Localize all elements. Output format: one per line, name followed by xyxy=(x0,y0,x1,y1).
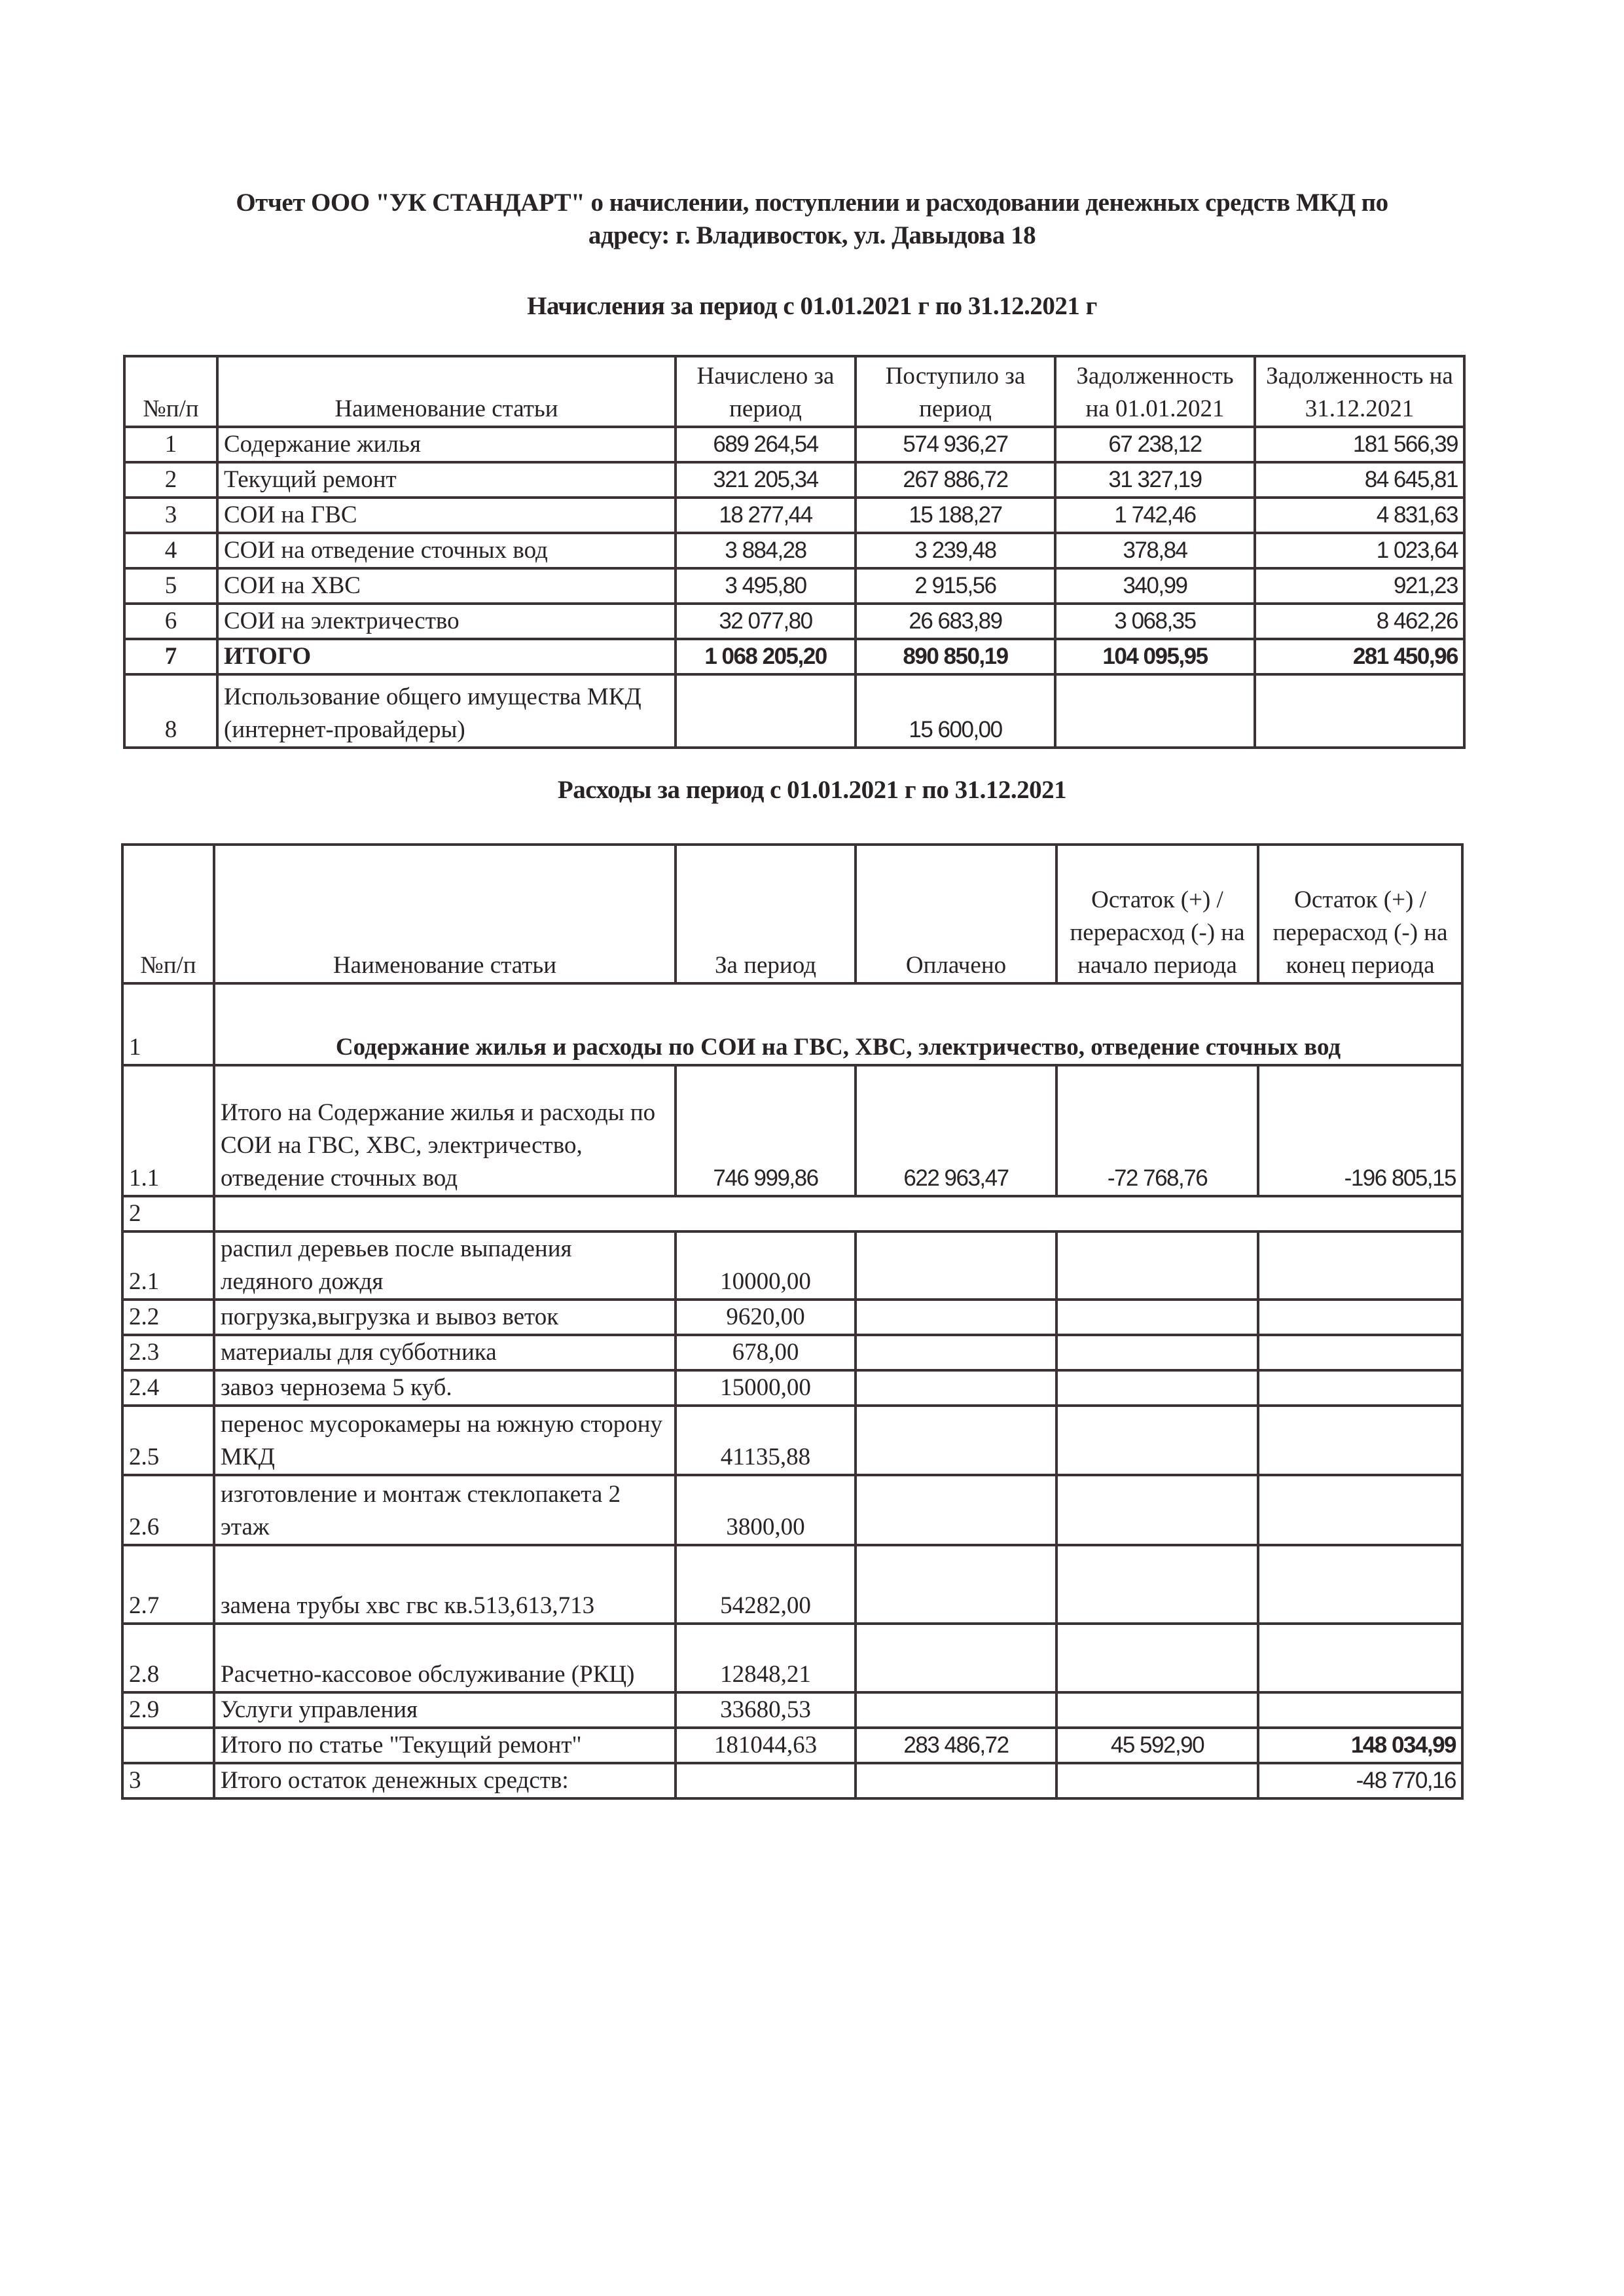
table-row xyxy=(124,427,1464,462)
table-row xyxy=(122,1406,1462,1475)
debt-start-value xyxy=(1055,674,1255,748)
end-balance-value: -48 770,16 xyxy=(1258,1763,1462,1798)
paid-value xyxy=(856,1692,1056,1728)
table-row xyxy=(124,533,1464,568)
row-name: распил деревьев после выпадения ледяного дождя xyxy=(214,1231,676,1300)
row-name: перенос мусорокамеры на южную сторону МКД xyxy=(214,1406,676,1475)
end-balance-value: -196 805,15 xyxy=(1258,1065,1462,1196)
row-number: 2.1 xyxy=(122,1231,214,1300)
received-value: 3 239,48 xyxy=(856,533,1055,568)
row-number: 3 xyxy=(124,498,217,533)
row-number xyxy=(122,1728,214,1763)
start-balance-value xyxy=(1056,1231,1258,1300)
row-name: Итого остаток денежных средств: xyxy=(214,1763,676,1798)
row-name: Итого на Содержание жилья и расходы по СОИ на ГВС, ХВС, электричество, отведение сточных вод xyxy=(214,1065,676,1196)
end-balance-value xyxy=(1258,1624,1462,1692)
table-row xyxy=(124,498,1464,533)
header-cell: Задолженность на 31.12.2021 xyxy=(1255,356,1464,427)
end-balance-value xyxy=(1258,1300,1462,1335)
received-value: 267 886,72 xyxy=(856,462,1055,498)
period-value: 41135,88 xyxy=(676,1406,856,1475)
end-balance-value xyxy=(1258,1475,1462,1545)
row-number: 5 xyxy=(124,568,217,604)
row-number: 1.1 xyxy=(122,1065,214,1196)
expenses-table xyxy=(121,843,1464,1800)
table-row xyxy=(124,674,1464,748)
start-balance-value xyxy=(1056,1545,1258,1624)
paid-value xyxy=(856,1763,1056,1798)
table-row xyxy=(122,1475,1462,1545)
row-name: Содержание жилья xyxy=(217,427,676,462)
accruals-header-row xyxy=(124,356,1464,427)
start-balance-value xyxy=(1056,1624,1258,1692)
table-row xyxy=(122,1300,1462,1335)
row-name: СОИ на отведение сточных вод xyxy=(217,533,676,568)
debt-end-value: 8 462,26 xyxy=(1255,604,1464,639)
row-number: 8 xyxy=(124,674,217,748)
row-number: 2.9 xyxy=(122,1692,214,1728)
debt-start-value: 104 095,95 xyxy=(1055,639,1255,674)
row-name: Услуги управления xyxy=(214,1692,676,1728)
period-value: 3800,00 xyxy=(676,1475,856,1545)
period-value: 678,00 xyxy=(676,1335,856,1370)
paid-value xyxy=(856,1475,1056,1545)
row-name: погрузка,выгрузка и вывоз веток xyxy=(214,1300,676,1335)
debt-end-value: 281 450,96 xyxy=(1255,639,1464,674)
paid-value: 283 486,72 xyxy=(856,1728,1056,1763)
paid-value xyxy=(856,1231,1056,1300)
table-row xyxy=(122,1231,1462,1300)
received-value: 15 188,27 xyxy=(856,498,1055,533)
paid-value xyxy=(856,1370,1056,1406)
table-row xyxy=(124,462,1464,498)
paid-value: 622 963,47 xyxy=(856,1065,1056,1196)
end-balance-value xyxy=(1258,1692,1462,1728)
debt-start-value: 67 238,12 xyxy=(1055,427,1255,462)
row-name: изготовление и монтаж стеклопакета 2 этаж xyxy=(214,1475,676,1545)
row-number: 2.2 xyxy=(122,1300,214,1335)
row-name: Использование общего имущества МКД (интернет-провайдеры) xyxy=(217,674,676,748)
row-number: 4 xyxy=(124,533,217,568)
end-balance-value xyxy=(1258,1406,1462,1475)
period-value xyxy=(676,1763,856,1798)
accrued-value: 689 264,54 xyxy=(676,427,856,462)
row-number: 2.3 xyxy=(122,1335,214,1370)
received-value: 574 936,27 xyxy=(856,427,1055,462)
row-name: Текущий ремонт xyxy=(217,462,676,498)
received-value: 890 850,19 xyxy=(856,639,1055,674)
row-name: замена трубы хвс гвс кв.513,613,713 xyxy=(214,1545,676,1624)
table-row xyxy=(124,568,1464,604)
row-number: 2 xyxy=(124,462,217,498)
header-cell: №п/п xyxy=(122,845,214,983)
header-cell: Задолженность на 01.01.2021 xyxy=(1055,356,1255,427)
debt-end-value: 921,23 xyxy=(1255,568,1464,604)
header-cell: Остаток (+) / перерасход (-) на начало периода xyxy=(1056,845,1258,983)
expenses-heading: Расходы за период с 01.01.2021 г по 31.12.2021 xyxy=(557,776,1067,804)
accrued-value xyxy=(676,674,856,748)
debt-end-value: 4 831,63 xyxy=(1255,498,1464,533)
period-value: 746 999,86 xyxy=(676,1065,856,1196)
header-cell: Оплачено xyxy=(856,845,1056,983)
debt-end-value xyxy=(1255,674,1464,748)
accrued-value: 3 495,80 xyxy=(676,568,856,604)
row-number: 2.5 xyxy=(122,1406,214,1475)
row-number: 2.7 xyxy=(122,1545,214,1624)
period-value: 10000,00 xyxy=(676,1231,856,1300)
period-value: 33680,53 xyxy=(676,1692,856,1728)
accrued-value: 321 205,34 xyxy=(676,462,856,498)
header-cell: За период xyxy=(676,845,856,983)
row-name: Итого по статье "Текущий ремонт" xyxy=(214,1728,676,1763)
row-name: материалы для субботника xyxy=(214,1335,676,1370)
accrued-value: 3 884,28 xyxy=(676,533,856,568)
row-name: ИТОГО xyxy=(217,639,676,674)
debt-end-value: 1 023,64 xyxy=(1255,533,1464,568)
start-balance-value xyxy=(1056,1300,1258,1335)
header-cell: Начислено за период xyxy=(676,356,856,427)
debt-end-value: 181 566,39 xyxy=(1255,427,1464,462)
debt-start-value: 378,84 xyxy=(1055,533,1255,568)
debt-start-value: 1 742,46 xyxy=(1055,498,1255,533)
table-row xyxy=(122,1370,1462,1406)
debt-start-value: 340,99 xyxy=(1055,568,1255,604)
accrued-value: 1 068 205,20 xyxy=(676,639,856,674)
row-number: 1 xyxy=(122,983,214,1065)
period-value: 9620,00 xyxy=(676,1300,856,1335)
row-number: 2.8 xyxy=(122,1624,214,1692)
received-value: 15 600,00 xyxy=(856,674,1055,748)
received-value: 2 915,56 xyxy=(856,568,1055,604)
total-row xyxy=(122,1763,1462,1798)
debt-end-value: 84 645,81 xyxy=(1255,462,1464,498)
start-balance-value xyxy=(1056,1406,1258,1475)
end-balance-value xyxy=(1258,1231,1462,1300)
end-balance-value: 148 034,99 xyxy=(1258,1728,1462,1763)
paid-value xyxy=(856,1335,1056,1370)
row-name: СОИ на ХВС xyxy=(217,568,676,604)
period-value: 181044,63 xyxy=(676,1728,856,1763)
row-number: 2.6 xyxy=(122,1475,214,1545)
header-cell: Поступило за период xyxy=(856,356,1055,427)
header-cell: Наименование статьи xyxy=(217,356,676,427)
paid-value xyxy=(856,1545,1056,1624)
header-cell: Остаток (+) / перерасход (-) на конец периода xyxy=(1258,845,1462,983)
debt-start-value: 31 327,19 xyxy=(1055,462,1255,498)
start-balance-value xyxy=(1056,1335,1258,1370)
start-balance-value xyxy=(1056,1475,1258,1545)
start-balance-value xyxy=(1056,1692,1258,1728)
section-title xyxy=(214,1196,1462,1231)
row-name: СОИ на ГВС xyxy=(217,498,676,533)
period-value: 15000,00 xyxy=(676,1370,856,1406)
table-row xyxy=(122,1692,1462,1728)
start-balance-value xyxy=(1056,1370,1258,1406)
start-balance-value: 45 592,90 xyxy=(1056,1728,1258,1763)
accruals-heading: Начисления за период с 01.01.2021 г по 31.12.2021 г xyxy=(527,292,1097,320)
table-row xyxy=(122,1545,1462,1624)
row-number: 2 xyxy=(122,1196,214,1231)
report-title-line1: Отчет ООО "УК СТАНДАРТ" о начислении, поступлении и расходовании денежных средств МКД по xyxy=(236,189,1388,217)
end-balance-value xyxy=(1258,1545,1462,1624)
row-number: 3 xyxy=(122,1763,214,1798)
paid-value xyxy=(856,1406,1056,1475)
row-number: 1 xyxy=(124,427,217,462)
section-title: Содержание жилья и расходы по СОИ на ГВС, ХВС, электричество, отведение сточных вод xyxy=(214,983,1462,1065)
subtotal-row xyxy=(122,1728,1462,1763)
row-number: 2.4 xyxy=(122,1370,214,1406)
row-name: СОИ на электричество xyxy=(217,604,676,639)
report-title-line2: адресу: г. Владивосток, ул. Давыдова 18 xyxy=(588,221,1036,249)
expenses-header-row xyxy=(122,845,1462,983)
debt-start-value: 3 068,35 xyxy=(1055,604,1255,639)
accrued-value: 32 077,80 xyxy=(676,604,856,639)
table-row xyxy=(122,1624,1462,1692)
row-name: Расчетно-кассовое обслуживание (РКЦ) xyxy=(214,1624,676,1692)
table-row xyxy=(122,1065,1462,1196)
start-balance-value: -72 768,76 xyxy=(1056,1065,1258,1196)
row-number: 6 xyxy=(124,604,217,639)
paid-value xyxy=(856,1624,1056,1692)
table-row xyxy=(124,604,1464,639)
section-row xyxy=(122,1196,1462,1231)
section-row xyxy=(122,983,1462,1065)
header-cell: Наименование статьи xyxy=(214,845,676,983)
header-cell: №п/п xyxy=(124,356,217,427)
period-value: 54282,00 xyxy=(676,1545,856,1624)
total-row xyxy=(124,639,1464,674)
accrued-value: 18 277,44 xyxy=(676,498,856,533)
received-value: 26 683,89 xyxy=(856,604,1055,639)
end-balance-value xyxy=(1258,1370,1462,1406)
accruals-table xyxy=(123,355,1466,749)
period-value: 12848,21 xyxy=(676,1624,856,1692)
row-name: завоз чернозема 5 куб. xyxy=(214,1370,676,1406)
table-row xyxy=(122,1335,1462,1370)
end-balance-value xyxy=(1258,1335,1462,1370)
paid-value xyxy=(856,1300,1056,1335)
start-balance-value xyxy=(1056,1763,1258,1798)
row-number: 7 xyxy=(124,639,217,674)
